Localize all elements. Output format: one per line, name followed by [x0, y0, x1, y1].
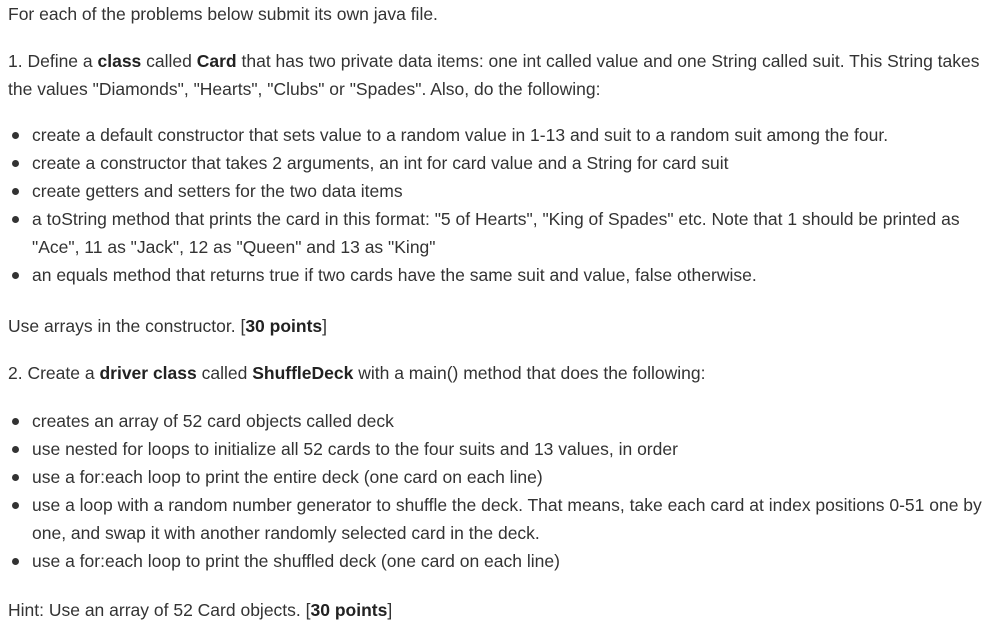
problem-1-note — [8, 312, 989, 340]
problem-2-keyword-driver-class: driver class — [99, 363, 197, 383]
list-item: an equals method that returns true if two cards have the same suit and value, false otherwise. — [8, 261, 987, 289]
problem-2-lead: 2. Create a — [8, 363, 100, 383]
problem-2-mid: called — [196, 363, 253, 383]
problem-1-rest: that has two private data items: one int called value and one String called suit. This String takes the values "Diamonds", "Hearts", "Clubs" or "Spades". Also, do the following: — [8, 51, 980, 99]
problem-2-keyword-shuffledeck: ShuffleDeck — [252, 363, 354, 383]
problem-1-keyword-class: class — [97, 51, 142, 71]
problem-2-rest: with a main() method that does the following: — [353, 363, 706, 383]
problem-2-hint-close: ] — [387, 600, 393, 620]
problem-1-keyword-card: Card — [196, 51, 237, 71]
problem-1-points: 30 points — [245, 316, 323, 336]
list-item: use a for:each loop to print the entire deck (one card on each line) — [8, 463, 987, 491]
list-item: use a loop with a random number generator to shuffle the deck. That means, take each card at index positions 0-51 one by one, and swap it with another randomly selected card in the deck. — [8, 491, 987, 547]
problem-1-mid: called — [141, 51, 197, 71]
list-item: create a constructor that takes 2 arguments, an int for card value and a String for card suit — [8, 149, 987, 177]
problem-2-hint-text: Hint: Use an array of 52 Card objects. [ — [8, 600, 311, 620]
list-item: a toString method that prints the card in this format: "5 of Hearts", "King of Spades" etc. Note that 1 should be printed as "Ace", 11 as "Jack", 12 as "Queen" and 13 as "King" — [8, 205, 987, 261]
problem-2-requirements-list — [8, 407, 987, 575]
list-item: use a for:each loop to print the shuffled deck (one card on each line) — [8, 547, 987, 575]
list-item: use nested for loops to initialize all 52 cards to the four suits and 13 values, in order — [8, 435, 987, 463]
problem-1-requirements-list — [8, 121, 987, 289]
list-item: creates an array of 52 card objects called deck — [8, 407, 987, 435]
problem-2-description — [8, 359, 989, 387]
problem-1-description — [8, 47, 987, 103]
problem-1-note-close: ] — [322, 316, 328, 336]
list-item: create a default constructor that sets value to a random value in 1-13 and suit to a random suit among the four. — [8, 121, 987, 149]
problem-1-lead: 1. Define a — [8, 51, 98, 71]
problem-2-hint — [8, 596, 989, 624]
list-item: create getters and setters for the two data items — [8, 177, 987, 205]
problem-1-note-text: Use arrays in the constructor. [ — [8, 316, 246, 336]
intro-paragraph: For each of the problems below submit its own java file. — [8, 4, 438, 24]
problem-2-points: 30 points — [310, 600, 388, 620]
